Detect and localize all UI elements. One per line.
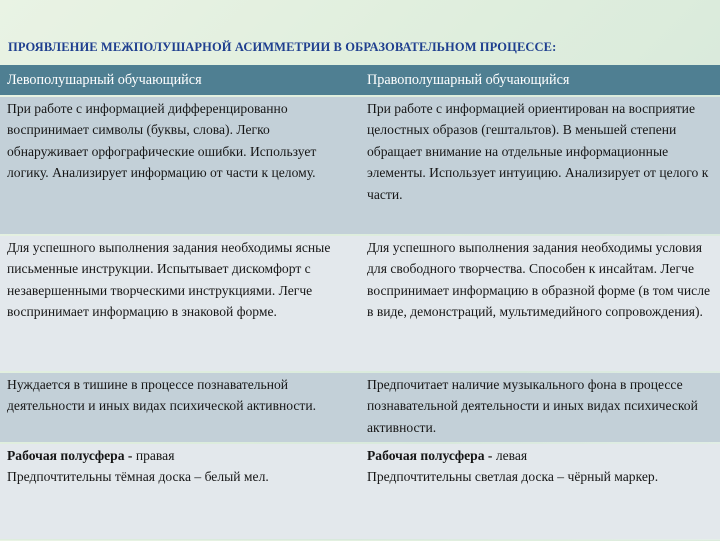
- working-hemisphere-label: Рабочая полусфера -: [367, 448, 493, 463]
- comparison-table: [0, 63, 720, 541]
- table-row: [0, 444, 720, 539]
- table-row: [0, 97, 720, 234]
- cell-left-instructions: Для успешного выполнения задания необходимы ясные письменные инструкции. Испытывает дискомфорт с незавершенными творческими инструкциями. Легче воспринимает информацию в знаковой форме.: [0, 236, 360, 371]
- table-row: [0, 236, 720, 371]
- board-preference: Предпочтительны светлая доска – чёрный маркер.: [367, 469, 659, 485]
- working-hemisphere-value: левая: [492, 448, 528, 463]
- cell-left-hemisphere: [0, 444, 360, 539]
- table-header-row: [0, 65, 720, 95]
- table-row: [0, 373, 720, 442]
- board-preference: Предпочтительны тёмная доска – белый мел.: [7, 469, 269, 485]
- cell-left-environment: Нуждается в тишине в процессе познавательной деятельности и иных видах психической активности.: [0, 373, 360, 442]
- page-title: ПРОЯВЛЕНИЕ МЕЖПОЛУШАРНОЙ АСИММЕТРИИ В ОБРАЗОВАТЕЛЬНОМ ПРОЦЕССЕ:: [8, 40, 557, 54]
- cell-right-instructions: Для успешного выполнения задания необходимы условия для свободного творчества. Способен к инсайтам. Легче воспринимает информацию в образной форме (в том числе в виде, демонстраций, мультимедийного сопровождения).: [360, 236, 720, 371]
- header-right-hemisphere: Правополушарный обучающийся: [360, 65, 720, 95]
- cell-right-information: При работе с информацией ориентирован на восприятие целостных образов (гештальтов). В меньшей степени обращает внимание на отдельные информационные элементы. Использует интуицию. Анализирует от целого к части.: [360, 97, 720, 234]
- cell-right-environment: Предпочитает наличие музыкального фона в процессе познавательной деятельности и иных видах психической активности.: [360, 373, 720, 442]
- cell-right-hemisphere: [360, 444, 720, 539]
- working-hemisphere-label: Рабочая полусфера -: [7, 448, 133, 463]
- cell-left-information: При работе с информацией дифференцированно воспринимает символы (буквы, слова). Легко обнаруживает орфографические ошибки. Использует логику. Анализирует информацию от части к целому.: [0, 97, 360, 234]
- header-left-hemisphere: Левополушарный обучающийся: [0, 65, 360, 95]
- working-hemisphere-value: правая: [132, 448, 175, 463]
